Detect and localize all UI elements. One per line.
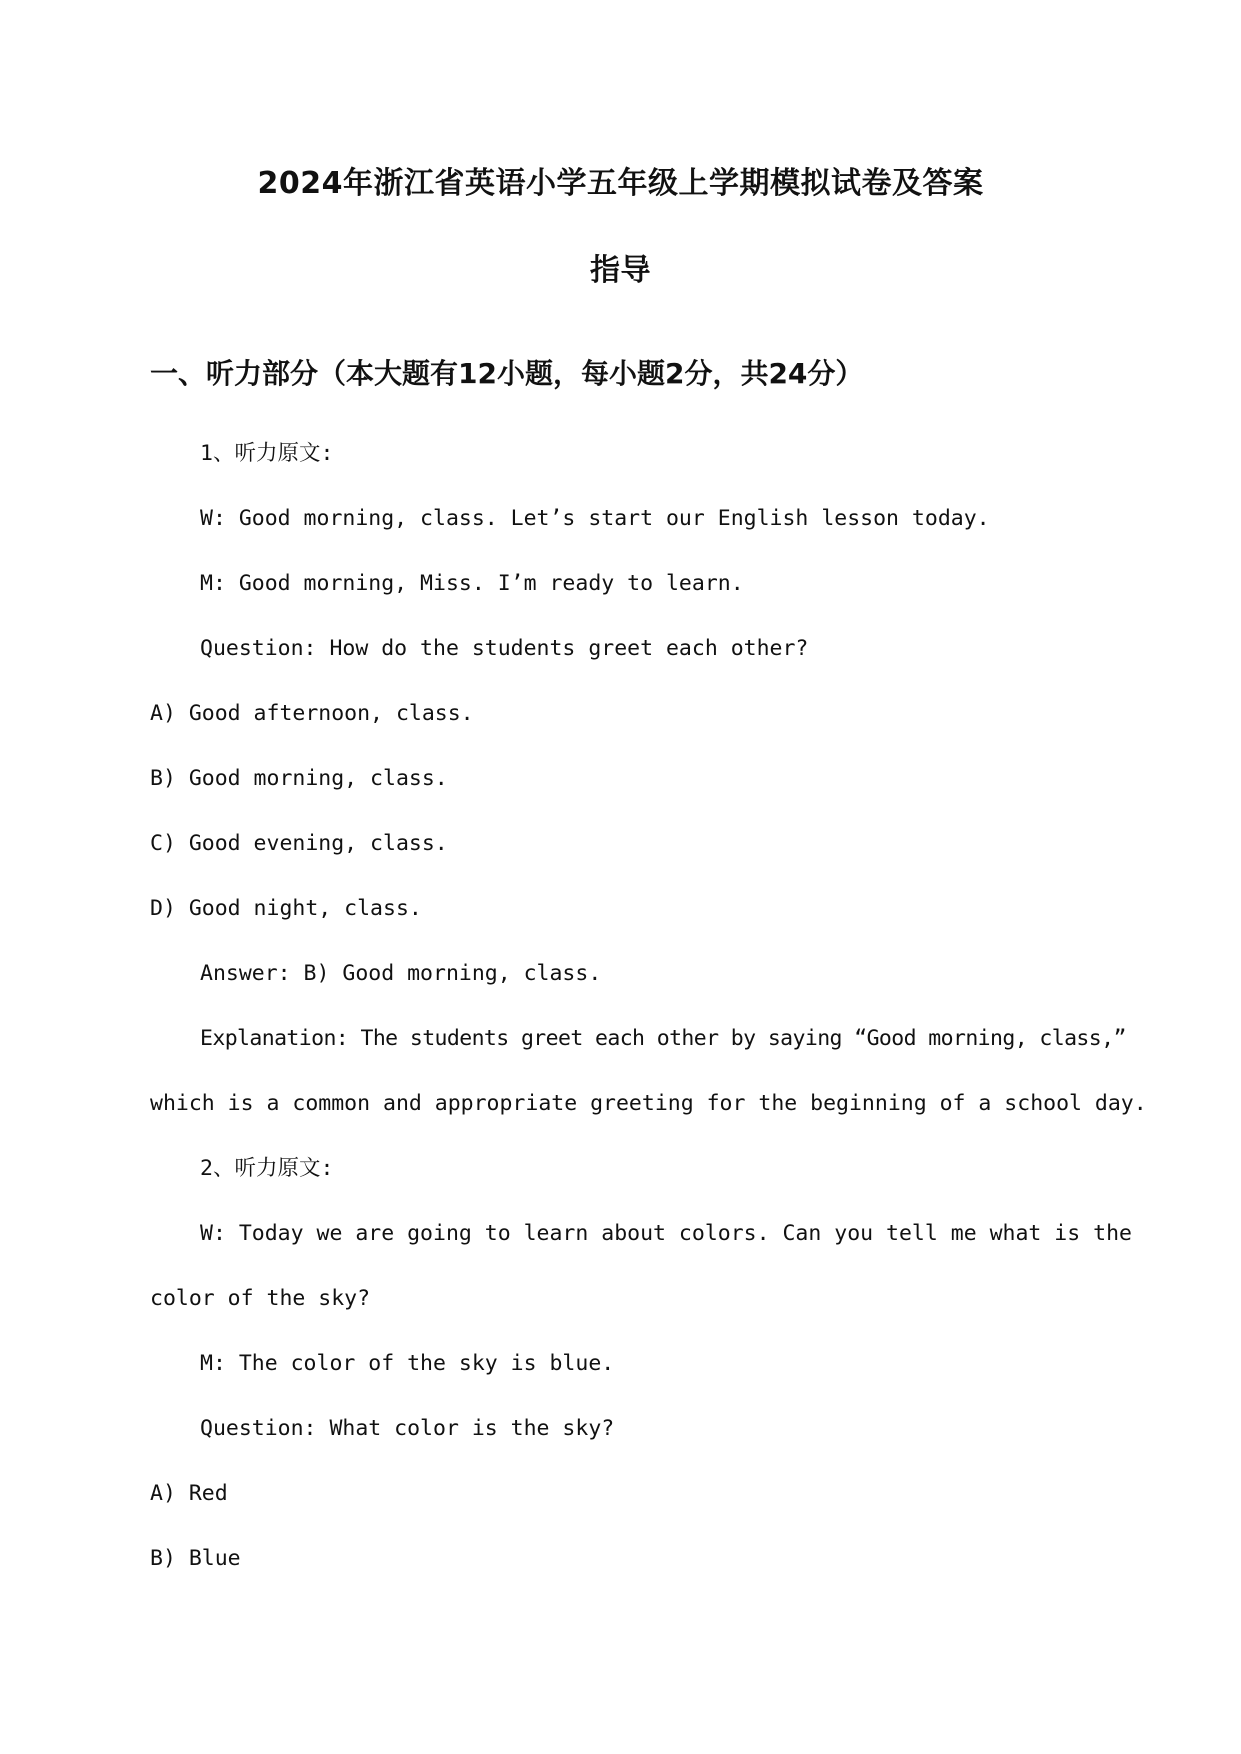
q1-explanation-line-2: which is a common and appropriate greeting for the beginning of a school day. — [150, 1091, 1147, 1116]
q2-option-b: B) Blue — [150, 1546, 241, 1571]
q1-explanation-line-1: Explanation: The students greet each other by saying “Good morning, class,” — [200, 1026, 1126, 1051]
section-heading-listening: 一、听力部分（本大题有12小题，每小题2分，共24分） — [150, 357, 864, 390]
q1-option-b: B) Good morning, class. — [150, 766, 448, 791]
q2-dialogue-m: M: The color of the sky is blue. — [200, 1351, 615, 1376]
q1-dialogue-w: W: Good morning, class. Let’s start our English lesson today. — [200, 506, 990, 531]
q1-option-c: C) Good evening, class. — [150, 831, 448, 856]
q2-dialogue-w-line-1: W: Today we are going to learn about colors. Can you tell me what is the — [200, 1221, 1132, 1246]
q1-option-a: A) Good afternoon, class. — [150, 701, 474, 726]
q2-question: Question: What color is the sky? — [200, 1416, 615, 1441]
document-title-line-1: 2024年浙江省英语小学五年级上学期模拟试卷及答案 — [257, 166, 984, 201]
q2-label: 2、听力原文: — [200, 1156, 334, 1181]
q1-option-d: D) Good night, class. — [150, 896, 422, 921]
q1-dialogue-m: M: Good morning, Miss. I’m ready to learn. — [200, 571, 744, 596]
q1-question: Question: How do the students greet each other? — [200, 636, 809, 661]
q1-answer: Answer: B) Good morning, class. — [200, 961, 602, 986]
q1-label: 1、听力原文: — [200, 441, 334, 466]
document-title-line-2: 指导 — [590, 253, 651, 288]
q2-option-a: A) Red — [150, 1481, 228, 1506]
q2-dialogue-w-line-2: color of the sky? — [150, 1286, 371, 1311]
